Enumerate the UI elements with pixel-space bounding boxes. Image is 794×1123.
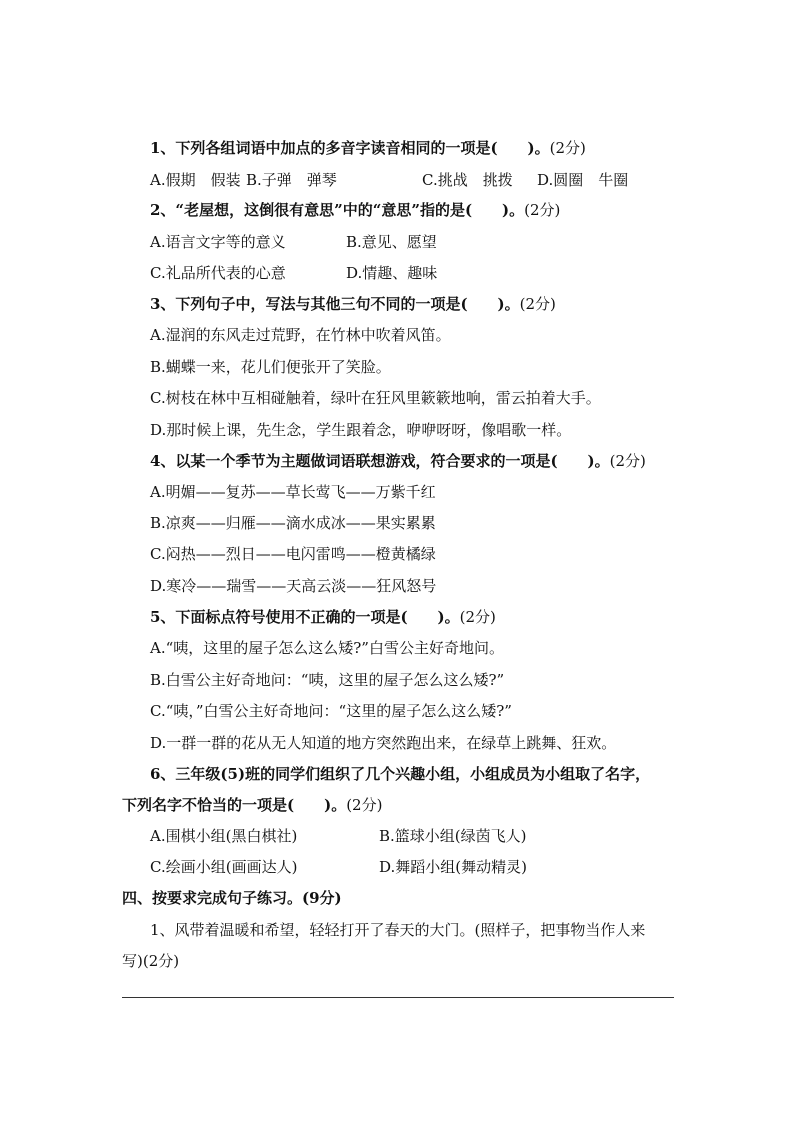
question-5-option-b: B.白雪公主好奇地问：“咦，这里的屋子怎么这么矮?” [150,671,505,689]
question-5-stem: 5、下面标点符号使用不正确的一项是( )。 [150,608,460,626]
question-5-option-a: A.“咦，这里的屋子怎么这么矮?”白雪公主好奇地问。 [150,639,504,657]
answer-line[interactable] [122,997,674,998]
question-2-option-b: B.意见、愿望 [346,233,437,251]
section-4-question-1-line-1: 1、风带着温暖和希望，轻轻打开了春天的大门。(照样子，把事物当作人来 [150,921,646,939]
question-2-stem: 2、“老屋想，这倒很有意思”中的“意思”指的是( )。 [150,201,525,219]
question-4-option-b: B.凉爽——归雁——滴水成冰——果实累累 [150,514,436,532]
question-3-option-c: C.树枝在林中互相碰触着，绿叶在狂风里簌簌地响，雷云拍着大手。 [150,389,601,407]
question-1-stem: 1、下列各组词语中加点的多音字读音相同的一项是( )。 [150,139,550,157]
question-6-option-c: C.绘画小组(画画达人) [150,858,298,876]
question-1-option-c: C.挑战 挑拨 [422,171,513,189]
question-6-option-d: D.舞蹈小组(舞动精灵) [379,858,527,876]
question-6-stem-end: 下列名字不恰当的一项是( )。 [122,796,347,814]
question-5-option-c: C.“咦，”白雪公主好奇地问：“这里的屋子怎么这么矮?” [150,702,512,720]
question-6-option-b: B.篮球小组(绿茵飞人) [379,827,527,845]
question-1-title [150,138,586,158]
question-5-title [150,607,496,627]
question-3-option-d: D.那时候上课，先生念，学生跟着念，咿咿呀呀，像唱歌一样。 [150,421,572,439]
question-2-option-d: D.情趣、趣味 [346,264,438,282]
question-6-option-a: A.围棋小组(黑白棋社) [150,827,298,845]
question-5-score: (2分) [459,608,496,626]
question-4-score: (2分) [609,452,646,470]
question-3-option-b: B.蝴蝶一来，花儿们便张开了笑脸。 [150,358,391,376]
question-2-option-a: A.语言文字等的意义 [150,233,286,251]
question-6-title-line-2 [122,795,382,815]
question-1-option-d: D.圆圈 牛圈 [537,171,629,189]
section-4-question-1-line-2: 写)(2分) [122,952,180,970]
question-4-option-d: D.寒冷——瑞雪——天高云淡——狂风怒号 [150,577,437,595]
question-6-score: (2分) [346,796,383,814]
question-3-score: (2分) [519,295,556,313]
question-2-option-c: C.礼品所代表的心意 [150,264,286,282]
question-3-stem: 3、下列句子中，写法与其他三句不同的一项是( )。 [150,295,520,313]
question-1-option-a: A.假期 假装 [150,171,241,189]
question-6-title-line-1: 6、三年级(5)班的同学们组织了几个兴趣小组，小组成员为小组取了名字， [150,765,651,783]
question-1-option-b: B.子弹 弹琴 [246,171,337,189]
question-5-option-d: D.一群一群的花从无人知道的地方突然跑出来，在绿草上跳舞、狂欢。 [150,734,617,752]
question-3-option-a: A.湿润的东风走过荒野，在竹林中吹着风笛。 [150,326,451,344]
question-4-title [150,451,646,471]
question-3-title [150,294,556,314]
question-1-score: (2分) [549,139,586,157]
question-2-title [150,200,560,220]
section-4-heading: 四、按要求完成句子练习。(9分) [122,889,342,907]
question-4-option-c: C.闷热——烈日——电闪雷鸣——橙黄橘绿 [150,545,436,563]
question-4-option-a: A.明媚——复苏——草长莺飞——万紫千红 [150,483,436,501]
question-4-stem: 4、以某一个季节为主题做词语联想游戏，符合要求的一项是( )。 [150,452,610,470]
question-2-score: (2分) [524,201,561,219]
